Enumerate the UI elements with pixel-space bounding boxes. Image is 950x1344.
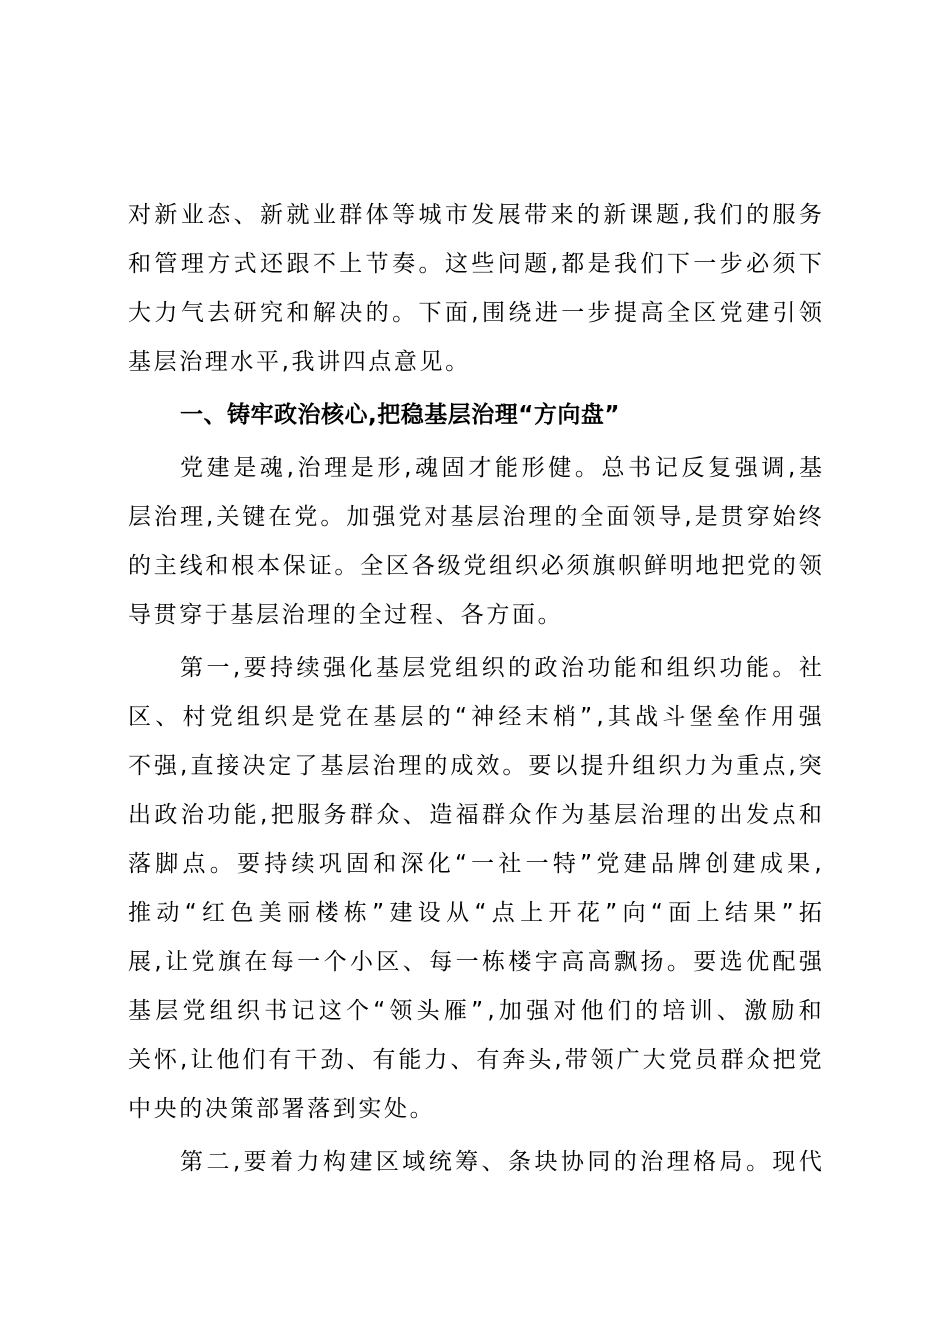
text-line: 落 脚 点 。 要 持 续 巩 固 和 深 化 “ 一 社 一 特 ” 党 建 品 牌 创 建 成 果 ,: [128, 851, 822, 877]
text-line: 基 层 党 组 织 书 记 这 个 “ 领 头 雁 ” , 加 强 对 他 们 的 培 训 、 激 励 和: [128, 998, 822, 1024]
document-page: [128, 191, 822, 1187]
text-line: 第 二 , 要 着 力 构 建 区 域 统 筹 、 条 块 协 同 的 治 理 格 局 。 现 代: [180, 1149, 822, 1175]
section-heading: [128, 391, 822, 440]
text-line: 不 强 , 直 接 决 定 了 基 层 治 理 的 成 效 。 要 以 提 升 组 织 力 为 重 点 , 突: [128, 753, 822, 779]
text-line: 关 怀 , 让 他 们 有 干 劲 、 有 能 力 、 有 奔 头 , 带 领 广 大 党 员 群 众 把 党: [128, 1047, 822, 1073]
body-paragraph: [128, 444, 822, 640]
text-line: 基层治理水平,我讲四点意见。: [128, 349, 471, 375]
text-line: 大 力 气 去 研 究 和 解 决 的 。 下 面 , 围 绕 进 一 步 提 高 全 区 党 建 引 领: [128, 300, 822, 326]
text-line: 和 管 理 方 式 还 跟 不 上 节 奏 。 这 些 问 题 , 都 是 我 们 下 一 步 必 须 下: [128, 251, 822, 277]
text-line: 对 新 业 态 、 新 就 业 群 体 等 城 市 发 展 带 来 的 新 课 题 , 我 们 的 服 务: [128, 202, 822, 228]
text-line: 的 主 线 和 根 本 保 证 。 全 区 各 级 党 组 织 必 须 旗 帜 鲜 明 地 把 党 的 领: [128, 553, 822, 579]
text-line: 区 、 村 党 组 织 是 党 在 基 层 的 “ 神 经 末 梢 ” , 其 战 斗 堡 垒 作 用 强: [128, 704, 822, 730]
text-line: 中央的决策部署落到实处。: [128, 1096, 436, 1122]
text-line: 层 治 理 , 关 键 在 党 。 加 强 党 对 基 层 治 理 的 全 面 领 导 , 是 贯 穿 始 终: [128, 504, 822, 530]
body-paragraph: [128, 1138, 822, 1187]
intro-paragraph: [128, 191, 822, 387]
text-line: 第 一 , 要 持 续 强 化 基 层 党 组 织 的 政 治 功 能 和 组 织 功 能 。 社: [180, 655, 822, 681]
body-paragraph: [128, 644, 822, 1134]
text-line: 展 , 让 党 旗 在 每 一 个 小 区 、 每 一 栋 楼 宇 高 高 飘 扬 。 要 选 优 配 强: [128, 949, 822, 975]
text-line: 导贯穿于基层治理的全过程、各方面。: [128, 602, 564, 628]
text-line: 推 动 “ 红 色 美 丽 楼 栋 ” 建 设 从 “ 点 上 开 花 ” 向 “ 面 上 结 果 ” 拓: [128, 900, 822, 926]
text-line: 出 政 治 功 能 , 把 服 务 群 众 、 造 福 群 众 作 为 基 层 治 理 的 出 发 点 和: [128, 802, 822, 828]
text-line: 党 建 是 魂 , 治 理 是 形 , 魂 固 才 能 形 健 。 总 书 记 反 复 强 调 , 基: [180, 455, 822, 481]
heading-text: 一、铸牢政治核心,把稳基层治理“方向盘”: [180, 402, 620, 428]
